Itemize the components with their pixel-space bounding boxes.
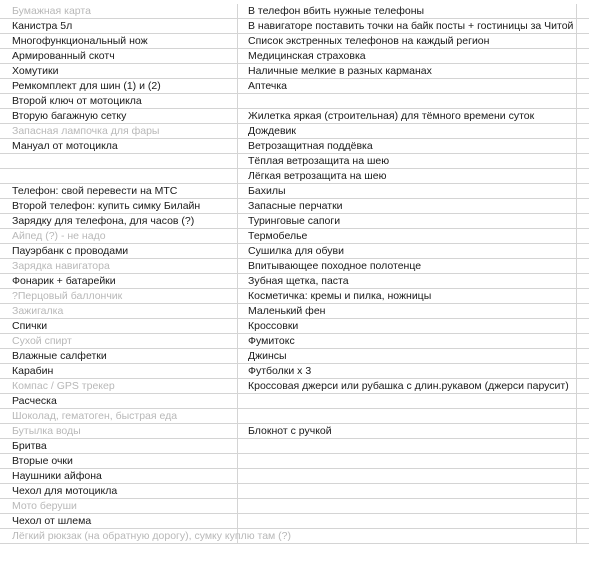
- table-row: [0, 379, 589, 394]
- cell-column-c[interactable]: [577, 94, 589, 109]
- cell-column-c[interactable]: [577, 439, 589, 454]
- cell-column-a[interactable]: Чехол для мотоцикла: [0, 484, 238, 499]
- cell-column-c[interactable]: [577, 34, 589, 49]
- cell-column-a[interactable]: Армированный скотч: [0, 49, 238, 64]
- cell-column-c[interactable]: [577, 319, 589, 334]
- table-row: [0, 334, 589, 349]
- cell-column-c[interactable]: [577, 379, 589, 394]
- cell-column-b[interactable]: [238, 469, 577, 484]
- cell-column-b[interactable]: [238, 514, 577, 529]
- cell-column-a[interactable]: ?Перцовый баллончик: [0, 289, 238, 304]
- cell-column-c[interactable]: [577, 364, 589, 379]
- cell-column-a[interactable]: Канистра 5л: [0, 19, 238, 34]
- cell-column-a[interactable]: Запасная лампочка для фары: [0, 124, 238, 139]
- cell-column-c[interactable]: [577, 229, 589, 244]
- spreadsheet-grid: [0, 4, 589, 544]
- cell-column-b[interactable]: Сушилка для обуви: [238, 244, 577, 259]
- cell-column-a[interactable]: Зарядку для телефона, для часов (?): [0, 214, 238, 229]
- cell-column-b[interactable]: Джинсы: [238, 349, 577, 364]
- table-row: [0, 4, 589, 19]
- cell-column-a[interactable]: [0, 169, 238, 184]
- cell-column-c[interactable]: [577, 184, 589, 199]
- table-row: [0, 214, 589, 229]
- cell-column-a[interactable]: Бумажная карта: [0, 4, 238, 19]
- cell-column-b[interactable]: [238, 409, 577, 424]
- cell-column-b[interactable]: [238, 94, 577, 109]
- table-row: [0, 184, 589, 199]
- cell-column-b[interactable]: Бахилы: [238, 184, 577, 199]
- cell-column-c[interactable]: [577, 424, 589, 439]
- cell-column-b[interactable]: Косметичка: кремы и пилка, ножницы: [238, 289, 577, 304]
- cell-column-b[interactable]: Тёплая ветрозащита на шею: [238, 154, 577, 169]
- cell-column-a[interactable]: Второй телефон: купить симку Билайн: [0, 199, 238, 214]
- cell-column-a[interactable]: Влажные салфетки: [0, 349, 238, 364]
- table-row: [0, 109, 589, 124]
- cell-column-a[interactable]: Мануал от мотоцикла: [0, 139, 238, 154]
- table-row: [0, 274, 589, 289]
- cell-column-a[interactable]: Расческа: [0, 394, 238, 409]
- cell-column-a[interactable]: Лёгкий рюкзак (на обратную дорогу), сумку куплю там (?): [0, 529, 238, 544]
- cell-column-a[interactable]: Айпед (?) - не надо: [0, 229, 238, 244]
- table-row: [0, 124, 589, 139]
- table-row: [0, 304, 589, 319]
- cell-column-c[interactable]: [577, 304, 589, 319]
- cell-column-b[interactable]: Лёгкая ветрозащита на шею: [238, 169, 577, 184]
- cell-column-c[interactable]: [577, 199, 589, 214]
- cell-column-c[interactable]: [577, 79, 589, 94]
- cell-column-b[interactable]: Впитывающее походное полотенце: [238, 259, 577, 274]
- cell-column-c[interactable]: [577, 334, 589, 349]
- cell-column-b[interactable]: [238, 484, 577, 499]
- table-row: [0, 529, 589, 544]
- cell-column-a[interactable]: Многофункциональный нож: [0, 34, 238, 49]
- cell-column-c[interactable]: [577, 499, 589, 514]
- cell-column-c[interactable]: [577, 139, 589, 154]
- table-row: [0, 229, 589, 244]
- cell-column-b[interactable]: Футболки х 3: [238, 364, 577, 379]
- cell-column-b[interactable]: Наличные мелкие в разных карманах: [238, 64, 577, 79]
- table-row: [0, 154, 589, 169]
- table-row: [0, 19, 589, 34]
- cell-column-a[interactable]: Чехол от шлема: [0, 514, 238, 529]
- cell-column-b[interactable]: Кроссовая джерси или рубашка с длин.рукавом (джерси парусит): [238, 379, 577, 394]
- cell-column-b[interactable]: [238, 439, 577, 454]
- cell-column-c[interactable]: [577, 19, 589, 34]
- table-row: [0, 289, 589, 304]
- cell-column-c[interactable]: [577, 244, 589, 259]
- cell-column-a[interactable]: Шоколад, гематоген, быстрая еда: [0, 409, 238, 424]
- cell-column-b[interactable]: Ветрозащитная поддёвка: [238, 139, 577, 154]
- table-row: [0, 514, 589, 529]
- cell-column-a[interactable]: Спички: [0, 319, 238, 334]
- cell-column-c[interactable]: [577, 394, 589, 409]
- table-row: [0, 349, 589, 364]
- cell-column-a[interactable]: Мото беруши: [0, 499, 238, 514]
- cell-column-b[interactable]: [238, 529, 577, 544]
- cell-column-a[interactable]: Карабин: [0, 364, 238, 379]
- cell-column-c[interactable]: [577, 349, 589, 364]
- cell-column-b[interactable]: Маленький фен: [238, 304, 577, 319]
- cell-column-a[interactable]: Телефон: свой перевести на МТС: [0, 184, 238, 199]
- cell-column-c[interactable]: [577, 289, 589, 304]
- cell-column-a[interactable]: Наушники айфона: [0, 469, 238, 484]
- cell-column-a[interactable]: Вторую багажную сетку: [0, 109, 238, 124]
- cell-column-a[interactable]: Зажигалка: [0, 304, 238, 319]
- table-row: [0, 199, 589, 214]
- cell-column-c[interactable]: [577, 514, 589, 529]
- cell-column-b[interactable]: В навигаторе поставить точки на байк посты + гостиницы за Читой: [238, 19, 577, 34]
- cell-column-b[interactable]: [238, 454, 577, 469]
- cell-column-c[interactable]: [577, 4, 589, 19]
- cell-column-a[interactable]: Вторые очки: [0, 454, 238, 469]
- table-row: [0, 454, 589, 469]
- cell-column-c[interactable]: [577, 274, 589, 289]
- cell-column-b[interactable]: Медицинская страховка: [238, 49, 577, 64]
- table-row: [0, 244, 589, 259]
- cell-column-b[interactable]: Запасные перчатки: [238, 199, 577, 214]
- cell-column-b[interactable]: Дождевик: [238, 124, 577, 139]
- cell-column-b[interactable]: В телефон вбить нужные телефоны: [238, 4, 577, 19]
- table-row: [0, 79, 589, 94]
- cell-column-b[interactable]: Аптечка: [238, 79, 577, 94]
- table-row: [0, 469, 589, 484]
- cell-column-c[interactable]: [577, 259, 589, 274]
- cell-column-c[interactable]: [577, 109, 589, 124]
- cell-column-a[interactable]: Сухой спирт: [0, 334, 238, 349]
- cell-column-a[interactable]: Ремкомплект для шин (1) и (2): [0, 79, 238, 94]
- cell-column-a[interactable]: Бритва: [0, 439, 238, 454]
- cell-column-b[interactable]: Кроссовки: [238, 319, 577, 334]
- cell-column-b[interactable]: Список экстренных телефонов на каждый регион: [238, 34, 577, 49]
- cell-column-b[interactable]: Термобелье: [238, 229, 577, 244]
- cell-column-c[interactable]: [577, 49, 589, 64]
- cell-column-c[interactable]: [577, 124, 589, 139]
- cell-column-a[interactable]: Пауэрбанк с проводами: [0, 244, 238, 259]
- table-row: [0, 139, 589, 154]
- table-row: [0, 484, 589, 499]
- cell-column-c[interactable]: [577, 64, 589, 79]
- table-row: [0, 409, 589, 424]
- cell-column-b[interactable]: Туринговые сапоги: [238, 214, 577, 229]
- cell-column-c[interactable]: [577, 409, 589, 424]
- cell-column-c[interactable]: [577, 454, 589, 469]
- cell-column-c[interactable]: [577, 529, 589, 544]
- cell-column-b[interactable]: Фумитокс: [238, 334, 577, 349]
- table-row: [0, 259, 589, 274]
- cell-column-a[interactable]: Зарядка навигатора: [0, 259, 238, 274]
- cell-column-c[interactable]: [577, 469, 589, 484]
- cell-column-c[interactable]: [577, 169, 589, 184]
- table-row: [0, 319, 589, 334]
- cell-column-c[interactable]: [577, 214, 589, 229]
- cell-column-b[interactable]: Жилетка яркая (строительная) для тёмного времени суток: [238, 109, 577, 124]
- cell-column-a[interactable]: Бутылка воды: [0, 424, 238, 439]
- table-row: [0, 424, 589, 439]
- cell-column-a[interactable]: [0, 154, 238, 169]
- cell-column-a[interactable]: Второй ключ от мотоцикла: [0, 94, 238, 109]
- table-row: [0, 439, 589, 454]
- cell-column-a[interactable]: Компас / GPS трекер: [0, 379, 238, 394]
- table-row: [0, 169, 589, 184]
- table-row: [0, 64, 589, 79]
- table-row: [0, 49, 589, 64]
- cell-column-c[interactable]: [577, 154, 589, 169]
- table-row: [0, 394, 589, 409]
- cell-column-a[interactable]: Хомутики: [0, 64, 238, 79]
- table-row: [0, 94, 589, 109]
- cell-column-b[interactable]: [238, 394, 577, 409]
- table-row: [0, 34, 589, 49]
- cell-column-c[interactable]: [577, 484, 589, 499]
- table-row: [0, 364, 589, 379]
- cell-column-b[interactable]: Блокнот с ручкой: [238, 424, 577, 439]
- cell-column-b[interactable]: Зубная щетка, паста: [238, 274, 577, 289]
- cell-column-b[interactable]: [238, 499, 577, 514]
- table-row: [0, 499, 589, 514]
- cell-column-a[interactable]: Фонарик + батарейки: [0, 274, 238, 289]
